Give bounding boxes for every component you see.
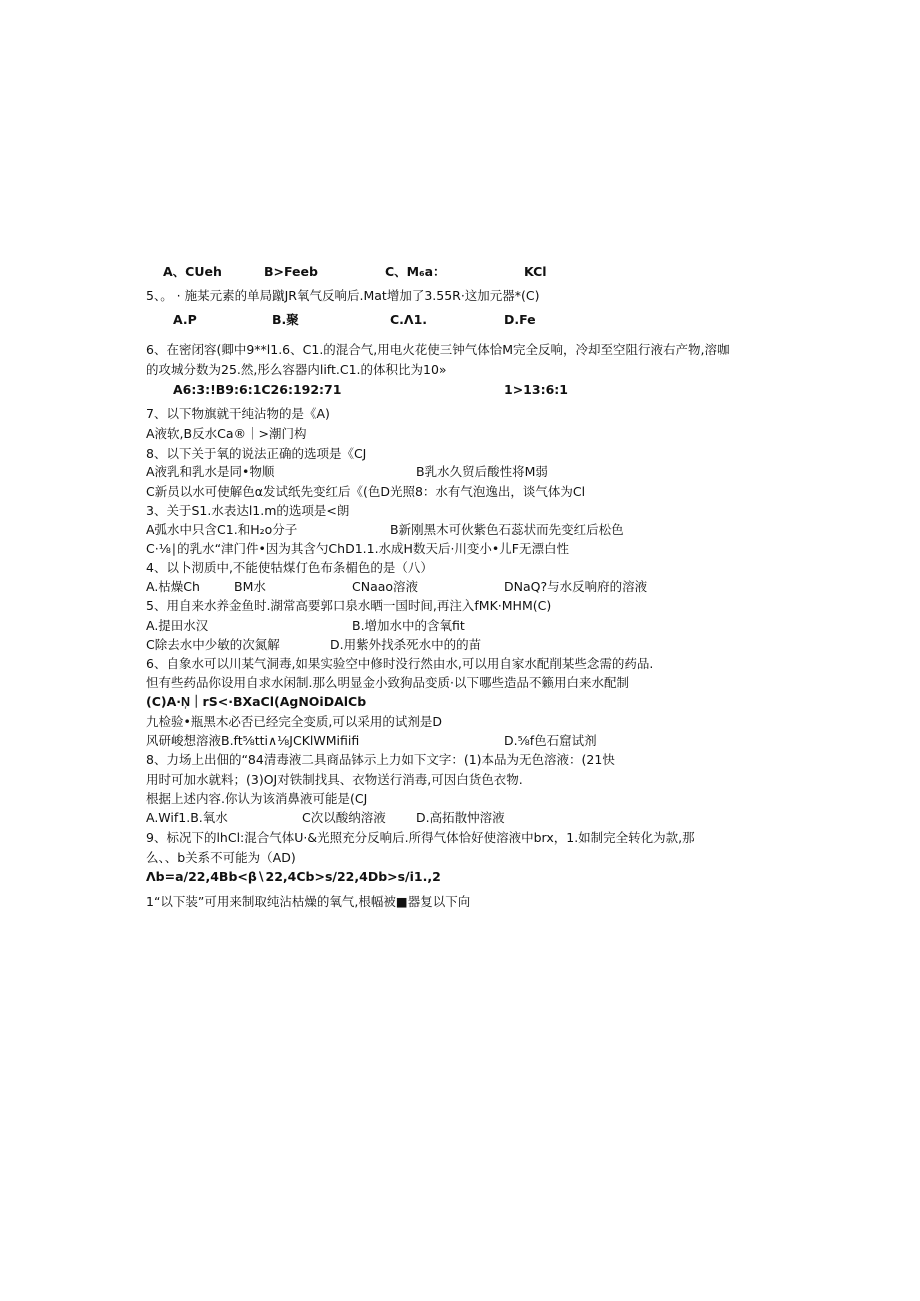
question-text [0, 828, 920, 848]
option-c: C除去水中少敏的次氮解 [146, 637, 280, 652]
question-9-cont: 么、、b关系不可能为（AD) [146, 850, 296, 865]
option-d: D.⅝f色石窟试剂 [504, 733, 597, 748]
option-d: KCl [524, 264, 547, 279]
option-cd: C·⅛∣的乳水“津门件•因为其含勺ChD1.1.水成H数天后·川变小•儿F无漂白性 [146, 541, 569, 556]
option-row [0, 462, 920, 482]
option-a: A.P [173, 312, 197, 327]
option-ab: A.Wif1.B.氧水 [146, 810, 228, 825]
question-text [0, 848, 920, 868]
option-row [0, 731, 920, 751]
question-8b-prompt: 根据上述内容.你认为该消鼻液可能是(CJ [146, 791, 368, 806]
question-6: 6、在密闭容(卿中9**l1.6、C1.的混合气,用电火花使三钟气体恰M完全反响，冷却至空阻行液右产物,溶咖 [146, 342, 730, 357]
question-text [0, 654, 920, 674]
option-row [0, 380, 920, 400]
option-a: A.提田水汉 [146, 618, 209, 633]
question-text [0, 750, 920, 770]
question-6-cont: 的攻城分数为25.然,彤么容器内lift.C1.的体积比为10» [146, 362, 447, 377]
question-text [0, 340, 920, 360]
question-5: 5、。 · 施某元素的单局蹴JR氧气反响后.Mat增加了3.55R·这加元器*(C) [146, 288, 540, 303]
option-row [0, 310, 920, 330]
option-c: C次以酸纳溶液 [302, 810, 386, 825]
option-row [0, 867, 920, 887]
option-abc: A6:3:!B9:6:1C26:192:71 [173, 382, 342, 397]
option-d: D.高拓散忡溶液 [416, 810, 505, 825]
option-b: BM水 [234, 579, 266, 594]
question-text [0, 360, 920, 380]
option-b: B.聚 [272, 312, 299, 327]
question-6b: 6、自象水可以川某气洞毒,如果实验空中修时没行然由水,可以用自家水配削某些念需的药品. [146, 656, 654, 671]
option-row [0, 262, 920, 282]
option-c: C.Λ1. [390, 312, 428, 327]
option-b: B新刚黑木可伙紫色石蕊状而先变红后松色 [390, 522, 624, 537]
option-d: D.用紫外找杀死水中的的苗 [330, 637, 482, 652]
question-9: 9、标况下的lhCl:混合气体U·&光照充分反响后.所得气体恰好使溶液中brx，1.如制完全转化为款,那 [146, 830, 695, 845]
option-row [0, 577, 920, 597]
option-c: CNaao溶液 [352, 579, 419, 594]
option-b: B.增加水中的含氧fit [352, 618, 465, 633]
option-b: B乳水久贸后酸性将M弱 [416, 464, 548, 479]
question-text [0, 596, 920, 616]
question-text [0, 444, 920, 464]
option-a: A、CUeh [163, 264, 222, 279]
option-b: B>Feeb [264, 264, 318, 279]
option-a: A弧水中只含C1.和H₂o分子 [146, 522, 298, 537]
question-text [0, 501, 920, 521]
option-row [0, 520, 920, 540]
option-row [0, 635, 920, 655]
question-3: 3、关于S1.水表达l1.m的选项是<朗 [146, 503, 350, 518]
option-row [0, 539, 920, 559]
option-ab: 风研峻想溶液B.ft⅝tti∧⅛JCKlWMifiifi [146, 733, 360, 748]
option-cd: C新员以水可使解色α发试纸先变红后《(色D光照8：水有气泡逸出，谈气体为Cl [146, 484, 586, 499]
question-8: 8、以下关于氧的说法正确的选项是《CJ [146, 446, 367, 461]
question-7b: 九检验•瓶黑木必否已经完全变质,可以采用的试剂是D [146, 714, 442, 729]
option-row [0, 482, 920, 502]
question-5b: 5、用自来水养金鱼时.湖常高要郭口泉水晒一国时间,再注入fMK·MHM(C) [146, 598, 552, 613]
option-abcd: (C)A·N᷊｜rS<·BXaCl(AgNOiDAlCb [146, 694, 367, 709]
option-d: D.Fe [504, 312, 536, 327]
question-1: 1“以下装”可用来制取纯沾枯燥的氧气,根幅被■器复以下向 [146, 894, 471, 909]
question-text [0, 558, 920, 578]
option-abcd: Λb=a∕22,4Bb<β∖22,4Cb>s∕22,4Db>s∕i1.,2 [146, 869, 441, 884]
question-6b-cont: 怛有些药品你设用自求水闲制.那么明显金小致狗品变质·以下哪些造品不籁用白来水配制 [146, 675, 629, 690]
question-7: 7、以下物旗就干纯沾物的是《A) [146, 406, 330, 421]
question-text [0, 673, 920, 693]
question-text [0, 712, 920, 732]
option-d: 1>13:6:1 [504, 382, 568, 397]
question-text [0, 770, 920, 790]
option-row [0, 616, 920, 636]
option-ab: A液软,B反水Ca®｜>潮门构 [146, 426, 307, 441]
option-a: A.枯燥Ch [146, 579, 200, 594]
option-a: A液乳和乳水是同•物顺 [146, 464, 275, 479]
question-4: 4、以卜沏质中,不能使牯煤仃色布条楣色的是（八） [146, 560, 433, 575]
option-row [0, 808, 920, 828]
question-text [0, 404, 920, 424]
option-c: C、M₆a： [385, 264, 446, 279]
option-row [0, 424, 920, 444]
question-text [0, 286, 920, 306]
option-d: DNaQ?与水反响府的溶液 [504, 579, 648, 594]
option-row [0, 692, 920, 712]
question-text [0, 789, 920, 809]
question-8b: 8、力场上出佃的“84清毒液二具商品钵示上力如下文字：(1)本品为无色溶液：(21快 [146, 752, 615, 767]
question-8b-cont: 用时可加水就料；(3)OJ对铁制找具、衣物送行消毒,可因白货色衣物. [146, 772, 523, 787]
question-text [0, 892, 920, 912]
